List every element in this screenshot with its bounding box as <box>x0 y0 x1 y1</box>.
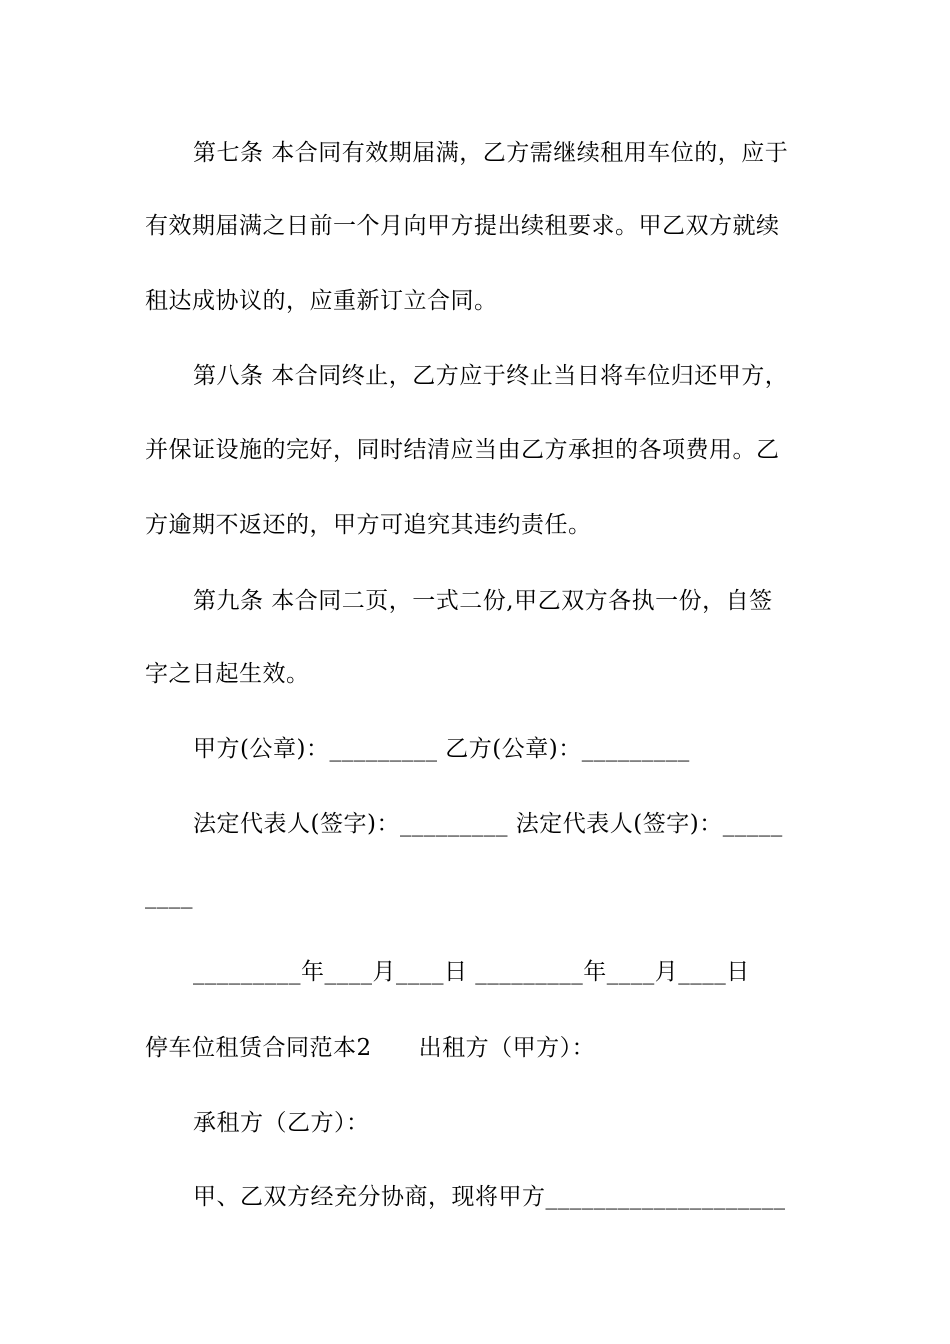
clause-8-line-1: 第八条 本合同终止，乙方应于终止当日将车位归还甲方， <box>193 363 789 389</box>
clause-7-line-3: 租达成协议的，应重新订立合同。 <box>145 288 498 314</box>
legal-rep-signature-line-continued: ____ <box>145 883 193 909</box>
clause-9-line-2: 字之日起生效。 <box>145 661 310 687</box>
clause-7-line-1: 第七条 本合同有效期届满，乙方需继续租用车位的，应于 <box>193 140 789 166</box>
agreement-intro-line: 甲、乙双方经充分协商，现将甲方____________________ <box>193 1184 786 1210</box>
lessee-line: 承租方（乙方）： <box>193 1110 370 1136</box>
clause-8-line-3: 方逾期不返还的，甲方可追究其违约责任。 <box>145 512 592 538</box>
seal-line: 甲方(公章)：_________ 乙方(公章)：_________ <box>193 736 690 762</box>
legal-rep-signature-line: 法定代表人(签字)：_________ 法定代表人(签字)：_____ <box>193 811 783 837</box>
date-line: _________年____月____日 _________年____月____日 <box>193 959 750 985</box>
clause-9-line-1: 第九条 本合同二页，一式二份,甲乙双方各执一份，自签 <box>193 588 773 614</box>
contract-2-heading-line: 停车位租赁合同范本2 出租方（甲方）： <box>145 1035 596 1061</box>
clause-7-line-2: 有效期届满之日前一个月向甲方提出续租要求。甲乙双方就续 <box>145 213 780 239</box>
clause-8-line-2: 并保证设施的完好，同时结清应当由乙方承担的各项费用。乙 <box>145 437 780 463</box>
